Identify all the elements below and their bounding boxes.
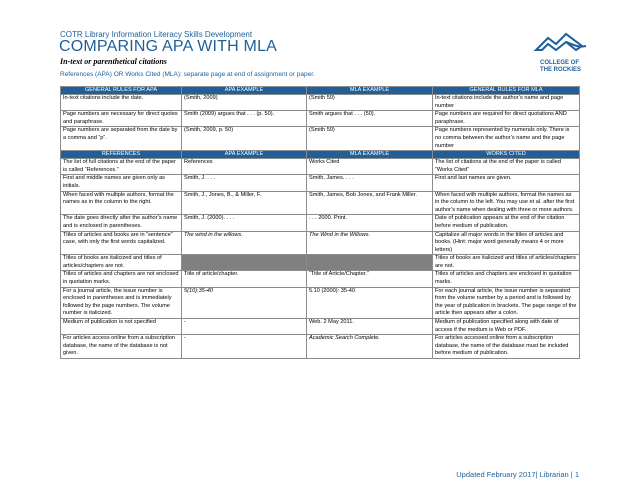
footer: Updated February 2017| Librarian | 1 [456, 470, 579, 479]
header-small: COTR Library Information Literacy Skills Development [60, 30, 253, 39]
table-cell: Page numbers are required for direct quotations AND paraphrase. [433, 111, 580, 127]
table-cell: In-text citations include the date. [61, 95, 182, 111]
table-row [61, 159, 580, 175]
table-cell: Web. 2 May 2011. [307, 319, 433, 335]
table-row [61, 287, 580, 318]
column-header: MLA EXAMPLE [307, 87, 433, 95]
table-cell: The wind in the willows. [182, 231, 307, 255]
table-cell: 5(10):35-40 [182, 287, 307, 318]
column-header: WORKS CITED [433, 151, 580, 159]
table-row [61, 127, 580, 151]
section2-header-row [61, 151, 580, 159]
table-cell: Smith argues that . . . (50). [307, 111, 433, 127]
table-row [61, 231, 580, 255]
table-cell: The Wind in the Willows. [307, 231, 433, 255]
table-cell: (Smith, 2009, p. 50) [182, 127, 307, 151]
table-cell: When faced with multiple authors, format the names as in the column to the left. You may use et al. after the first author’s name when dealing with three or more authors. [433, 191, 580, 215]
table-cell: Page numbers are separated from the date by a comma and “p”. [61, 127, 182, 151]
table-cell: - [182, 335, 307, 359]
table-row [61, 175, 580, 191]
table-row [61, 95, 580, 111]
college-logo-text [540, 60, 590, 74]
column-header: APA EXAMPLE [182, 87, 307, 95]
table-row [61, 319, 580, 335]
table-cell: Medium of publication is not specified [61, 319, 182, 335]
table-cell: Smith, James. . . . [307, 175, 433, 191]
table-cell: Titles of articles and chapters are enclosed in quotation marks. [433, 271, 580, 287]
table-row [61, 215, 580, 231]
table-cell: (Smith 50) [307, 127, 433, 151]
column-header: APA EXAMPLE [182, 151, 307, 159]
table-cell: Smith, James, Bob Jones, and Frank Miller. [307, 191, 433, 215]
column-header: REFERENCES [61, 151, 182, 159]
table-cell: “Title of Article/Chapter.” [307, 271, 433, 287]
table-cell: 5.10 (2000): 35-40 [307, 287, 433, 318]
table-cell: Page numbers represented by numerals only. There is no comma between the author’s name and the page number [433, 127, 580, 151]
table-cell: (Smith 50) [307, 95, 433, 111]
table-cell: Date of publication appears at the end of the citation before medium of publication. [433, 215, 580, 231]
table-cell: Smith (2009) argues that . . . (p. 50). [182, 111, 307, 127]
reference-note: References (APA) OR Works Cited (MLA): separate page at end of assignment or paper. [60, 71, 315, 78]
table-cell: The date goes directly after the author’s name and is enclosed in parentheses. [61, 215, 182, 231]
table-cell: - [182, 319, 307, 335]
table-cell: For each journal article, the issue number is separated from the volume number by a period and is followed by the year of publication in brackets. The page range of the article then appears after a colon. [433, 287, 580, 318]
table-cell: . . . 2000. Print. [307, 215, 433, 231]
table-row [61, 191, 580, 215]
logo-line-1: COLLEGE OF [540, 60, 579, 66]
table-cell: The list of full citations at the end of the paper is called “References.” [61, 159, 182, 175]
column-header: GENERAL RULES FOR APA [61, 87, 182, 95]
table-cell: First and middle names are given only as initials. [61, 175, 182, 191]
table-row [61, 111, 580, 127]
table-cell: For articles accessed online from a subscription database, the name of the database must be included before medium of publication. [433, 335, 580, 359]
table-cell: Academic Search Complete. [307, 335, 433, 359]
table-cell: First and last names are given. [433, 175, 580, 191]
table-cell: When faced with multiple authors, format the names as in the column to the right. [61, 191, 182, 215]
table-cell: Smith, J., Jones, B., & Miller, F. [182, 191, 307, 215]
table-cell: Capitalize all major words in the titles of articles and books. (Hint: major word generally means 4 or more letters) [433, 231, 580, 255]
comparison-table [60, 86, 580, 359]
table-row [61, 335, 580, 359]
column-header: MLA EXAMPLE [307, 151, 433, 159]
column-header: GENERAL RULES FOR MLA [433, 87, 580, 95]
table-row [61, 255, 580, 271]
table-cell: Works Cited [307, 159, 433, 175]
table-cell: References [182, 159, 307, 175]
table-cell: Page numbers are necessary for direct quotes and paraphrase. [61, 111, 182, 127]
table-cell: The list of citations at the end of the paper is called “Works Cited” [433, 159, 580, 175]
table-row [61, 271, 580, 287]
table-cell [307, 255, 433, 271]
table-cell: Medium of publication specified along with date of access if the medium is Web or PDF. [433, 319, 580, 335]
table-cell: Titles of books are italicized and titles of articles/chapters are not. [433, 255, 580, 271]
table-cell: Titles of articles and books are in “sentence” case, with only the first words capitalized. [61, 231, 182, 255]
page-subtitle: In-text or parenthetical citations [60, 57, 167, 66]
table-cell: (Smith, 2009) [182, 95, 307, 111]
table-cell: Titles of articles and chapters are not enclosed in quotation marks. [61, 271, 182, 287]
table-cell [182, 255, 307, 271]
table-cell: Smith, J. . . . [182, 175, 307, 191]
table-cell: For a journal article, the issue number is enclosed in parentheses and is immediately followed by the page numbers. The volume number is italicized. [61, 287, 182, 318]
logo-line-2: THE ROCKIES [540, 67, 582, 73]
table-cell: Smith, J. (2000). . . . [182, 215, 307, 231]
table-cell: Title of article/chapter. [182, 271, 307, 287]
table-cell: Titles of books are italicized and titles of articles/chapters are not. [61, 255, 182, 271]
table-cell: For articles access online from a subscription database, the name of the database is not given. [61, 335, 182, 359]
section1-header-row [61, 87, 580, 95]
page-title: COMPARING APA WITH MLA [59, 38, 278, 55]
table-cell: In-text citations include the author’s name and page number [433, 95, 580, 111]
